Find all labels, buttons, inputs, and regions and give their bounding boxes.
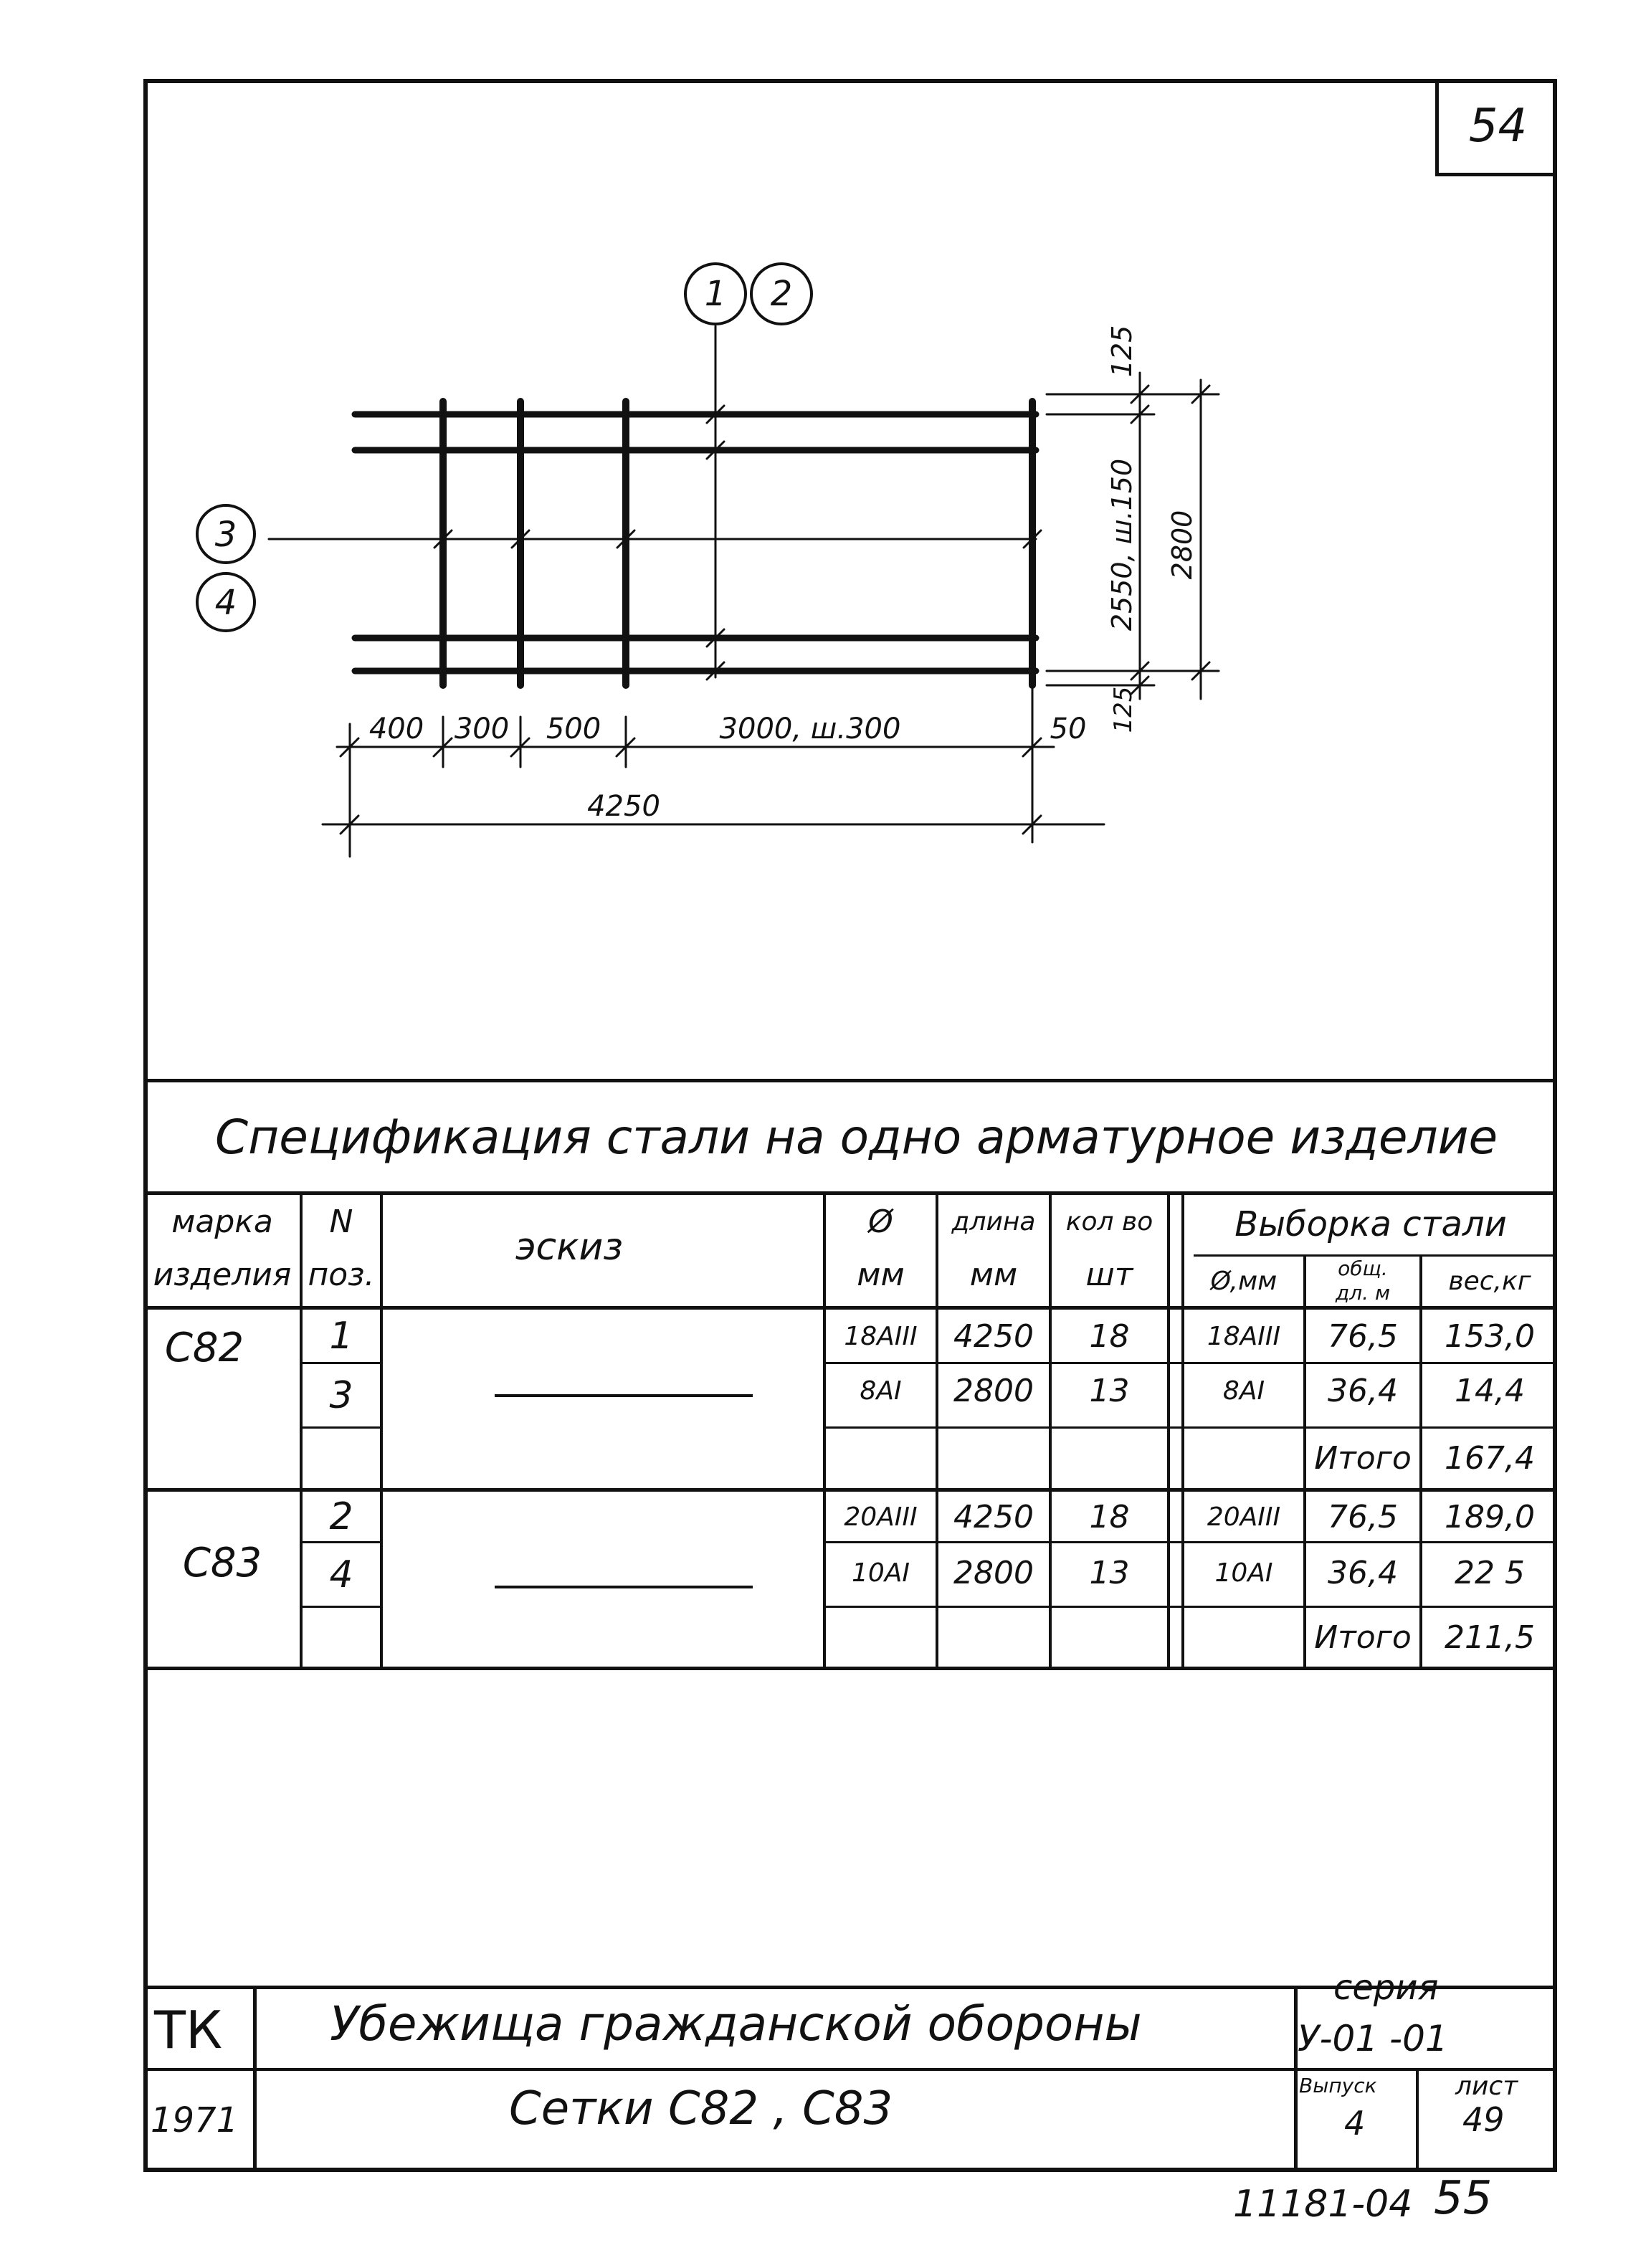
table-border: [824, 1426, 1557, 1429]
bar-length: 2800: [953, 1554, 1034, 1591]
table-border: [143, 1191, 1557, 1195]
sel-length: 76,5: [1328, 1498, 1398, 1535]
series-label: серия: [1333, 1968, 1439, 2008]
leader-label: 1: [704, 274, 727, 314]
page-number: 55: [1434, 2172, 1493, 2225]
leader-label: 4: [214, 583, 237, 623]
header-pos-1: N: [329, 1203, 353, 1240]
table-border: [824, 1606, 1557, 1608]
bar-diameter: 18АIII: [844, 1321, 918, 1351]
bar-length: 2800: [953, 1372, 1034, 1409]
mesh-drawing: [0, 0, 1651, 1075]
section-divider: [143, 1079, 1557, 1082]
dimension-label: 2550, ш.150: [1106, 458, 1138, 632]
product-mark: С82: [164, 1324, 244, 1371]
sheet-value: 49: [1462, 2100, 1505, 2139]
header-count-2: шт: [1085, 1256, 1133, 1293]
sel-diameter: 18АIII: [1207, 1321, 1281, 1351]
sel-diameter: 20АIII: [1207, 1502, 1281, 1532]
sel-length: 36,4: [1328, 1372, 1398, 1409]
table-border: [143, 1306, 1557, 1310]
title-block-border: [1294, 1986, 1298, 2172]
table-border: [824, 1541, 1557, 1543]
header-count-1: кол во: [1065, 1206, 1153, 1237]
total-label: Итого: [1314, 1439, 1412, 1477]
dimension-label: 125: [1106, 325, 1138, 378]
table-border: [301, 1606, 381, 1608]
dimension-label: 4250: [587, 790, 660, 823]
project-title: Убежища гражданской обороны: [330, 1996, 1142, 2052]
bar-diameter: 8АI: [860, 1376, 902, 1406]
position-number: 4: [329, 1553, 353, 1596]
sel-weight: 22 5: [1455, 1554, 1525, 1591]
dimension-label: 125: [1109, 686, 1138, 733]
bar-diameter: 20АIII: [844, 1502, 918, 1532]
dimension-label: 500: [546, 713, 601, 745]
leader-label: 3: [214, 515, 237, 555]
table-border: [143, 1488, 1557, 1492]
sel-length: 76,5: [1328, 1318, 1398, 1355]
sel-length: 36,4: [1328, 1554, 1398, 1591]
bar-length: 4250: [953, 1318, 1034, 1355]
title-block-border: [1416, 2068, 1419, 2172]
header-diam-1: Ø: [868, 1203, 893, 1240]
header-sel-weight: вес,кг: [1448, 1266, 1531, 1296]
sheet-title: Сетки С82 , С83: [509, 2082, 893, 2135]
table-border: [301, 1426, 381, 1429]
header-length-2: мм: [969, 1256, 1018, 1293]
bar-diameter: 10АI: [851, 1558, 910, 1588]
sketch-bar: [495, 1394, 753, 1397]
dimension-label: 400: [368, 713, 424, 745]
sel-weight: 153,0: [1445, 1318, 1535, 1355]
header-sketch: эскиз: [515, 1226, 623, 1269]
series-value: У-01 -01: [1298, 2018, 1448, 2059]
organization: ТК: [154, 2000, 223, 2060]
sel-weight: 14,4: [1455, 1372, 1525, 1409]
sketch-bar: [495, 1586, 753, 1588]
issue-label: Выпуск: [1299, 2074, 1377, 2097]
position-number: 2: [329, 1495, 353, 1538]
archive-code: 11181-04: [1233, 2183, 1413, 2226]
product-mark: С83: [182, 1539, 262, 1586]
sel-diameter: 10АI: [1214, 1558, 1273, 1588]
header-mark-2: изделия: [153, 1256, 292, 1293]
total-weight: 211,5: [1445, 1619, 1535, 1656]
dimension-label: 300: [454, 713, 510, 745]
issue-value: 4: [1344, 2104, 1366, 2143]
sel-weight: 189,0: [1445, 1498, 1535, 1535]
bar-count: 13: [1089, 1372, 1130, 1409]
table-border: [824, 1362, 1557, 1364]
total-weight: 167,4: [1445, 1439, 1535, 1477]
dimension-label: 50: [1050, 713, 1087, 745]
dimension-label: 3000, ш.300: [719, 713, 901, 745]
table-border: [1167, 1191, 1170, 1667]
header-mark-1: марка: [171, 1203, 273, 1240]
bar-count: 18: [1089, 1318, 1130, 1355]
table-border: [301, 1541, 381, 1543]
total-label: Итого: [1314, 1619, 1412, 1656]
title-block-border: [143, 2068, 1557, 2071]
header-selection: Выборка стали: [1234, 1204, 1507, 1244]
position-number: 1: [329, 1315, 353, 1358]
header-length-1: длина: [951, 1206, 1036, 1237]
dimension-label: 2800: [1166, 510, 1198, 580]
header-diam-2: мм: [857, 1256, 905, 1293]
position-number: 3: [329, 1374, 353, 1417]
year: 1971: [151, 2100, 239, 2140]
bar-length: 4250: [953, 1498, 1034, 1535]
sheet-label: лист: [1455, 2072, 1518, 2101]
sheet-number: 54: [1435, 79, 1557, 176]
header-sel-len-1: общ.: [1338, 1256, 1388, 1280]
header-sel-len-2: дл. м: [1335, 1280, 1391, 1305]
spec-title: Спецификация стали на одно арматурное изделие: [215, 1110, 1498, 1165]
bar-count: 18: [1089, 1498, 1130, 1535]
leader-label: 2: [770, 274, 793, 314]
title-block-border: [253, 1986, 257, 2172]
header-pos-2: поз.: [308, 1256, 375, 1293]
bar-count: 13: [1089, 1554, 1130, 1591]
header-sel-diam: Ø,мм: [1210, 1266, 1277, 1296]
sel-diameter: 8АI: [1222, 1376, 1265, 1406]
table-border: [301, 1362, 381, 1364]
table-border: [143, 1667, 1557, 1670]
